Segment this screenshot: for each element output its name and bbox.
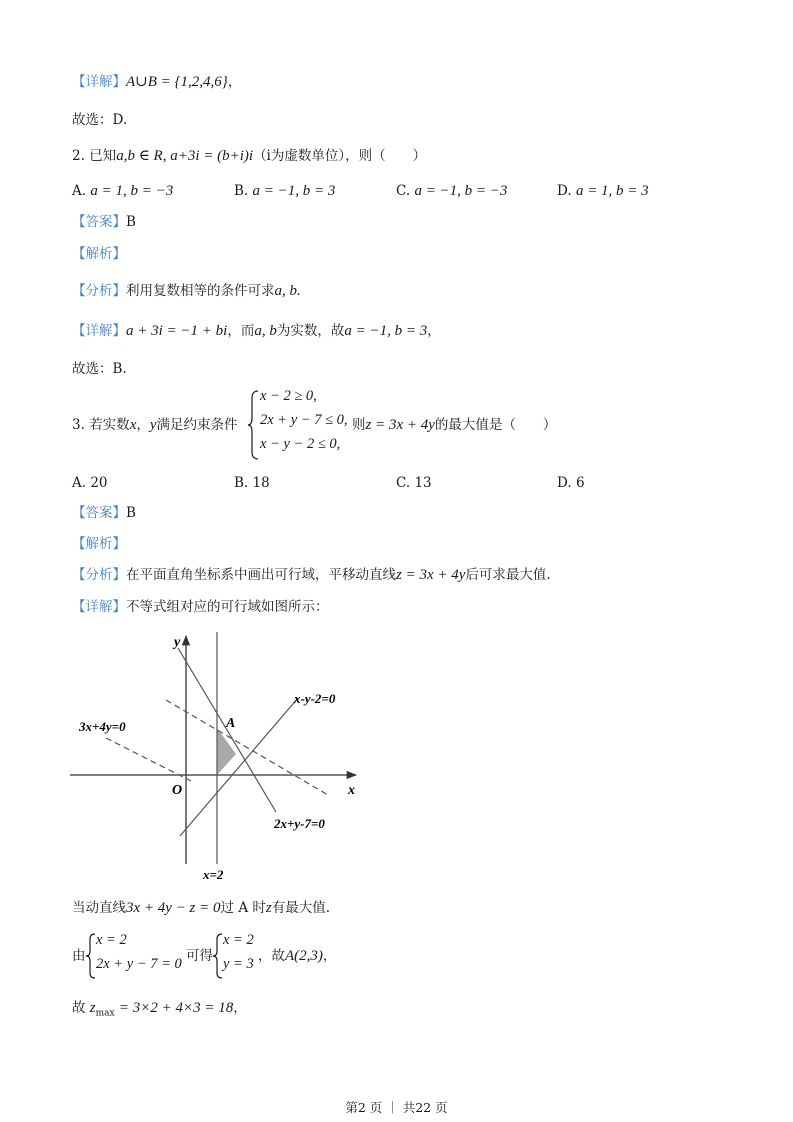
fenxi-tag: 【分析】 — [72, 567, 126, 583]
x-axis-label: x — [348, 783, 355, 798]
option-label: D. — [557, 183, 572, 199]
fenxi-text: 利用复数相等的条件可求 — [126, 283, 275, 299]
stem-math: x — [129, 417, 137, 433]
q2-detail — [72, 321, 441, 341]
punct: ， — [233, 1000, 247, 1016]
option-math: a = 1, b = 3 — [575, 183, 649, 199]
option-label: D. — [557, 475, 572, 491]
option-label: C. — [396, 183, 411, 199]
option-math: a = −1, b = 3 — [252, 183, 336, 199]
q3-option-a — [72, 473, 108, 493]
answer-tag: 【答案】 — [72, 214, 126, 230]
question-number: 3. — [72, 417, 85, 433]
system-eq-2: y = 3 — [223, 956, 254, 972]
detail-text: 有最大值. — [271, 900, 331, 916]
origin-label: O — [172, 783, 183, 798]
zmax-symbol: z — [89, 1000, 96, 1016]
question-3-stem — [72, 415, 238, 435]
point-a-label: A — [226, 716, 236, 731]
detail-text: ，故 — [258, 948, 285, 964]
label-x-equals-2: x=2 — [203, 867, 224, 882]
label-2x-plus-y-minus-7: 2x+y-7=0 — [274, 816, 325, 831]
detail-math: a, b — [254, 323, 277, 339]
q2-answer — [72, 212, 136, 232]
fenxi-tag: 【分析】 — [72, 283, 126, 299]
q2-option-a — [72, 181, 173, 201]
y-axis-label: y — [174, 635, 181, 650]
system-eq-2: 2x + y − 7 = 0 — [96, 956, 182, 972]
system-eq-1: x = 2 — [223, 932, 254, 948]
fenxi-text: 后可求最大值. — [465, 567, 551, 583]
choose-line-q2: 故选：B. — [72, 361, 127, 377]
detail-math: a = −1, b = 3 — [344, 323, 428, 339]
fenxi-text: 在平面直角坐标系中画出可行域，平移动直线 — [126, 567, 396, 583]
left-brace — [213, 933, 223, 979]
left-brace — [86, 933, 96, 979]
detail-text: 故 — [72, 1000, 86, 1016]
choose-line-q1: 故选：D. — [72, 112, 128, 128]
objective-math: z = 3x + 4y — [365, 417, 435, 433]
q3-answer — [72, 503, 136, 523]
detail-tag: 【详解】 — [72, 323, 126, 339]
q2-option-c — [396, 181, 507, 201]
point-a-coordinates: A(2,3) — [285, 948, 323, 964]
detail-text: 过 A 时 — [220, 900, 266, 916]
option-label: B. — [234, 183, 249, 199]
option-math: a = −1, b = −3 — [414, 183, 508, 199]
detail-tag: 【详解】 — [72, 74, 126, 90]
q2-fenxi — [72, 281, 301, 301]
union-expression: A∪B = {1,2,4,6} — [126, 74, 228, 90]
q3-move-line — [72, 898, 330, 918]
option-label: C. — [396, 475, 411, 491]
q3-fenxi — [72, 565, 551, 585]
option-label: A. — [72, 475, 87, 491]
option-math: a = 1, b = −3 — [90, 183, 174, 199]
stem-math: y — [149, 417, 157, 433]
constraint-1: x − 2 ≥ 0, — [260, 388, 317, 404]
question-3-tail — [352, 415, 556, 435]
stem-note: （i为虚数单位），则（ ） — [253, 148, 427, 164]
option-value: 18 — [252, 475, 270, 491]
detail-tag: 【详解】 — [72, 599, 126, 615]
stem-math: a,b ∈ R, a+3i = (b+i)i — [116, 148, 254, 164]
left-brace — [248, 390, 260, 460]
label-3x-plus-4y-0: 3x+4y=0 — [79, 719, 126, 734]
q2-option-b — [234, 181, 335, 201]
zmax-subscript: max — [95, 1008, 115, 1019]
answer-value: B — [126, 505, 136, 521]
q3-solve-prefix: 由 — [72, 948, 86, 964]
detail-math: z — [265, 900, 272, 916]
answer-tag: 【答案】 — [72, 505, 126, 521]
stem-text: 若实数 — [89, 417, 130, 433]
option-value: 20 — [90, 475, 108, 491]
fenxi-math: a, b. — [274, 283, 301, 299]
q3-solve-mid: 可得 — [186, 948, 213, 964]
punct: ， — [136, 417, 150, 433]
detail-text: 当动直线 — [72, 900, 126, 916]
zmax-expression: = 3×2 + 4×3 = 18 — [118, 1000, 234, 1016]
solve-system-1 — [86, 932, 186, 980]
constraint-3: x − y − 2 ≤ 0, — [260, 436, 341, 452]
q2-option-d — [557, 181, 649, 201]
detail-line-q1 — [72, 72, 241, 92]
detail-text: 为实数，故 — [276, 323, 345, 339]
system-eq-1: x = 2 — [96, 932, 127, 948]
constraint-system — [248, 388, 358, 460]
page-footer: 第2 页 ｜ 共22 页 — [345, 1100, 448, 1115]
q3-detail — [72, 597, 329, 617]
detail-text: ，而 — [227, 323, 255, 339]
q3-analysis-tag: 【解析】 — [72, 536, 126, 552]
punct: ， — [322, 948, 337, 964]
option-value: 6 — [575, 475, 585, 491]
question-number: 2. — [72, 148, 85, 164]
punct: ， — [427, 323, 441, 339]
q3-option-b — [234, 473, 270, 493]
feasible-triangle — [217, 728, 236, 775]
solve-system-2 — [213, 932, 263, 980]
q3-option-c — [396, 473, 432, 493]
detail-math: 3x + 4y − z = 0 — [126, 900, 221, 916]
option-label: A. — [72, 183, 87, 199]
stem-text: 的最大值是（ ） — [434, 417, 557, 433]
stem-text: 已知 — [89, 148, 117, 164]
answer-value: B — [126, 214, 136, 230]
q3-solve-tail — [258, 946, 336, 966]
detail-text: 不等式组对应的可行域如图所示： — [126, 599, 329, 615]
stem-text: 满足约束条件 — [156, 417, 238, 433]
question-2-stem — [72, 146, 426, 166]
fenxi-math: z = 3x + 4y — [396, 567, 466, 583]
label-x-minus-y-minus-2: x-y-2=0 — [294, 691, 336, 706]
q3-zmax-line — [72, 998, 247, 1024]
detail-math: a + 3i = −1 + bi — [126, 323, 228, 339]
q2-analysis-tag: 【解析】 — [72, 246, 126, 262]
stem-text: 则 — [352, 417, 366, 433]
option-value: 13 — [414, 475, 432, 491]
punct: ， — [227, 74, 242, 90]
option-label: B. — [234, 475, 249, 491]
constraint-2: 2x + y − 7 ≤ 0, — [260, 412, 348, 428]
q3-option-d — [557, 473, 585, 493]
feasible-region-figure — [66, 628, 366, 884]
